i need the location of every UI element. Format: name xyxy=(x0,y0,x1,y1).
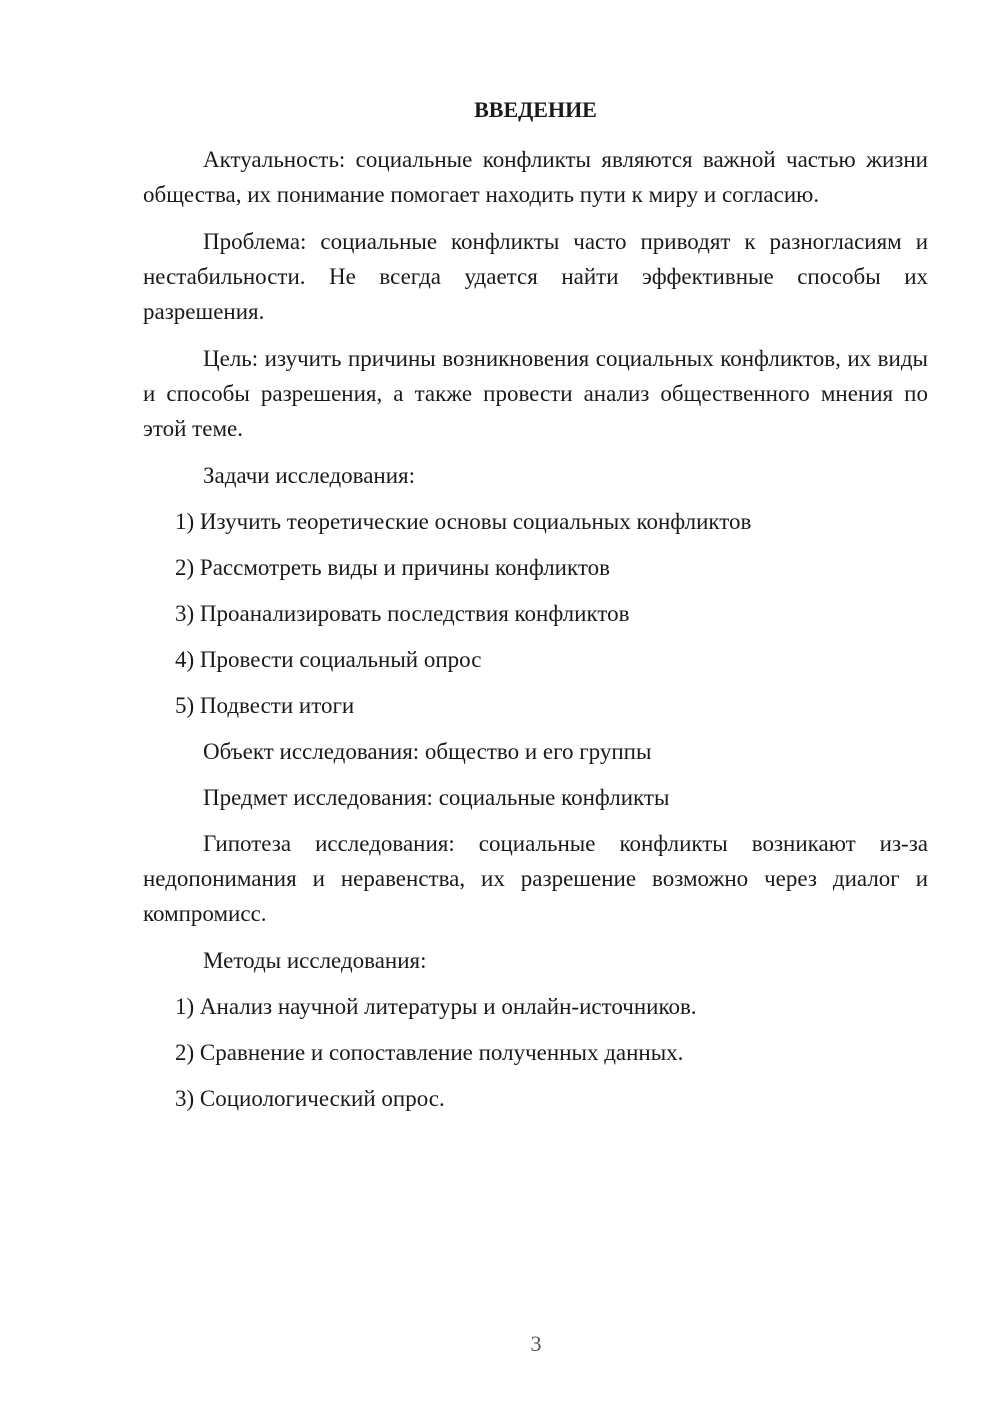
task-item: 1) Изучить теоретические основы социальных конфликтов xyxy=(175,509,752,534)
subject-line: Предмет исследования: социальные конфликты xyxy=(203,785,670,810)
problem-paragraph: Проблема: социальные конфликты часто приводят к разногласиям и нестабильности. Не всегда удается найти эффективные способы их разрешения. xyxy=(143,229,928,324)
method-item: 3) Социологический опрос. xyxy=(175,1086,445,1111)
method-item: 1) Анализ научной литературы и онлайн-источников. xyxy=(175,994,697,1019)
relevance-paragraph: Актуальность: социальные конфликты являются важной частью жизни общества, их понимание помогает находить пути к миру и согласию. xyxy=(143,147,928,207)
goal-paragraph: Цель: изучить причины возникновения социальных конфликтов, их виды и способы разрешения, а также провести анализ общественного мнения по этой теме. xyxy=(143,346,928,441)
page-number: 3 xyxy=(530,1331,542,1356)
tasks-heading: Задачи исследования: xyxy=(203,463,416,488)
methods-heading: Методы исследования: xyxy=(203,948,427,973)
task-item: 3) Проанализировать последствия конфликтов xyxy=(175,601,630,626)
hypothesis-paragraph: Гипотеза исследования: социальные конфликты возникают из-за недопонимания и неравенства, их разрешение возможно через диалог и компромисс. xyxy=(143,831,928,926)
method-item: 2) Сравнение и сопоставление полученных данных. xyxy=(175,1040,684,1065)
page-title: ВВЕДЕНИЕ xyxy=(474,97,597,122)
document-body xyxy=(143,94,928,1127)
object-line: Объект исследования: общество и его группы xyxy=(203,739,652,764)
task-item: 2) Рассмотреть виды и причины конфликтов xyxy=(175,555,610,580)
task-item: 4) Провести социальный опрос xyxy=(175,647,482,672)
task-item: 5) Подвести итоги xyxy=(175,693,355,718)
